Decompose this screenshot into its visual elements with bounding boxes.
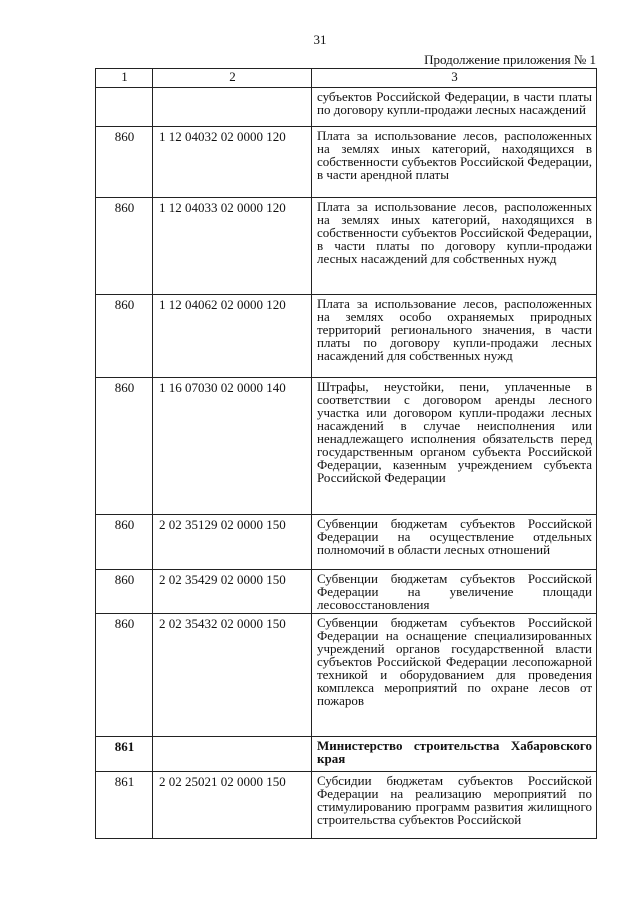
admin-code-cell	[96, 88, 153, 127]
admin-code-cell: 861	[96, 737, 153, 772]
column-header-2: 2	[153, 69, 312, 88]
description-cell: Субвенции бюджетам субъектов Российской Федерации на оснащение специализированных учреждений органов государственной власти субъектов Российской Федерации лесопожарной техникой и оборудованием для проведения комплекса мероприятий по охране лесов от пожаров	[312, 614, 597, 737]
table-row	[96, 378, 597, 515]
admin-code-cell: 860	[96, 515, 153, 570]
description-cell: Субвенции бюджетам субъектов Российской Федерации на увеличение площади лесовосстановления	[312, 570, 597, 614]
revenue-code-cell: 2 02 25021 02 0000 150	[153, 772, 312, 839]
admin-code-cell: 860	[96, 570, 153, 614]
table-header-row	[96, 69, 597, 88]
table-row	[96, 88, 597, 127]
admin-code-cell: 860	[96, 614, 153, 737]
revenue-code-cell: 2 02 35432 02 0000 150	[153, 614, 312, 737]
ministry-header-row	[96, 737, 597, 772]
description-cell: Плата за использование лесов, расположенных на землях особо охраняемых природных территорий регионального значения, в части платы по договору купли-продажи лесных насаждений для собственных нужд	[312, 295, 597, 378]
table-row	[96, 127, 597, 198]
revenue-code-cell: 2 02 35129 02 0000 150	[153, 515, 312, 570]
revenue-code-cell: 1 12 04033 02 0000 120	[153, 198, 312, 295]
table-row	[96, 295, 597, 378]
admin-code-cell: 860	[96, 378, 153, 515]
table-row	[96, 198, 597, 295]
revenue-code-cell: 1 16 07030 02 0000 140	[153, 378, 312, 515]
description-cell: Субсидии бюджетам субъектов Российской Федерации на реализацию мероприятий по стимулированию программ развития жилищного строительства субъектов Российской	[312, 772, 597, 839]
revenue-code-cell	[153, 88, 312, 127]
description-cell: субъектов Российской Федерации, в части платы по договору купли-продажи лесных насаждений	[312, 88, 597, 127]
admin-code-cell: 860	[96, 198, 153, 295]
table-row	[96, 515, 597, 570]
table-row	[96, 614, 597, 737]
revenue-code-cell: 1 12 04062 02 0000 120	[153, 295, 312, 378]
description-cell: Субвенции бюджетам субъектов Российской Федерации на осуществление отдельных полномочий в области лесных отношений	[312, 515, 597, 570]
revenue-code-cell: 2 02 35429 02 0000 150	[153, 570, 312, 614]
revenue-code-cell: 1 12 04032 02 0000 120	[153, 127, 312, 198]
description-cell: Плата за использование лесов, расположенных на землях иных категорий, находящихся в собственности субъектов Российской Федерации, в части арендной платы	[312, 127, 597, 198]
column-header-3: 3	[312, 69, 597, 88]
ministry-name-cell: Министерство строительства Хабаровского края	[312, 737, 597, 772]
description-cell: Штрафы, неустойки, пени, уплаченные в соответствии с договором аренды лесного участка или договором купли-продажи лесных насаждений в случае неисполнения или ненадлежащего исполнения обязательств перед государственным органом субъекта Российской Федерации, казенным учреждением субъекта Российской Федерации	[312, 378, 597, 515]
admin-code-cell: 860	[96, 295, 153, 378]
description-cell: Плата за использование лесов, расположенных на землях иных категорий, находящихся в собственности субъектов Российской Федерации, в части платы по договору купли-продажи лесных насаждений для собственных нужд	[312, 198, 597, 295]
table-row	[96, 772, 597, 839]
revenue-code-cell	[153, 737, 312, 772]
column-header-1: 1	[96, 69, 153, 88]
appendix-continuation-note: Продолжение приложения № 1	[424, 52, 596, 67]
table-row	[96, 570, 597, 614]
admin-code-cell: 861	[96, 772, 153, 839]
revenue-codes-table	[95, 68, 597, 839]
page-number: 31	[313, 32, 327, 47]
admin-code-cell: 860	[96, 127, 153, 198]
